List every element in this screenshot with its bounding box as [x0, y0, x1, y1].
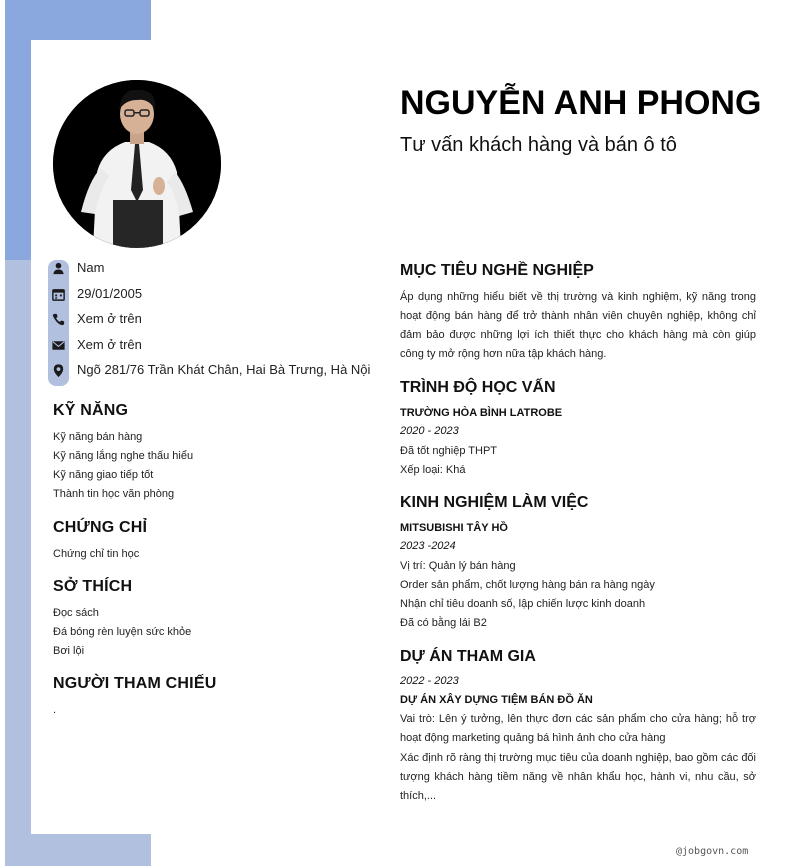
skill-item: Kỹ năng giao tiếp tốt [53, 469, 154, 481]
hobbies-heading: SỞ THÍCH [53, 578, 133, 595]
hobby-item: Đá bóng rèn luyện sức khỏe [53, 626, 192, 638]
projects-heading: DỰ ÁN THAM GIA [400, 648, 536, 665]
candidate-name: NGUYỄN ANH PHONG [400, 84, 762, 122]
contact-gender [48, 258, 378, 282]
calendar-icon [51, 287, 66, 302]
person-icon [51, 261, 66, 276]
education-heading: TRÌNH ĐỘ HỌC VẤN [400, 379, 556, 396]
references-heading: NGƯỜI THAM CHIẾU [53, 675, 217, 692]
location-pin-icon [51, 363, 66, 378]
contact-phone [48, 309, 378, 333]
skill-item: Kỹ năng lắng nghe thấu hiểu [53, 450, 194, 462]
references-content: . [53, 704, 57, 716]
project-role: Vai trò: Lên ý tưởng, lên thực đơn các sản phẩm cho cửa hàng; hỗ trợ hoạt động marketing quảng bá hình ảnh cho cửa hàng [400, 713, 756, 744]
objective-text: Áp dụng những hiểu biết về thị trường và kinh nghiệm, kỹ năng trong hoạt động bán hàng để trở thành nhân viên chuyên nghiệp, không chỉ đảm bảo được những lợi ích thiết thực cho khách hàng mà còn giúp công ty mở rộng hơn nữa tập khách hàng. [400, 291, 756, 360]
phone-value[interactable]: Xem ở trên [77, 311, 142, 326]
footer-brand: @jobgovn.com [676, 846, 749, 857]
birthday-value: 29/01/2005 [77, 286, 143, 301]
education-item: Đã tốt nghiệp THPT [400, 445, 498, 457]
candidate-role: Tư vấn khách hàng và bán ô tô [400, 134, 677, 156]
contact-birthday [48, 284, 378, 308]
address-value: Ngõ 281/76 Trần Khát Chân, Hai Bà Trưng, Hà Nội [77, 362, 371, 377]
certificate-item: Chứng chỉ tin học [53, 548, 140, 560]
school-name: TRƯỜNG HÒA BÌNH LATROBE [400, 407, 563, 419]
skill-item: Kỹ năng bán hàng [53, 431, 143, 443]
profile-photo [53, 80, 221, 248]
email-icon [51, 338, 66, 353]
project-period: 2022 - 2023 [400, 675, 459, 687]
person-photo-icon [53, 80, 221, 248]
experience-period: 2023 -2024 [400, 540, 456, 552]
experience-heading: KINH NGHIỆM LÀM VIỆC [400, 494, 589, 511]
experience-item: Đã có bằng lái B2 [400, 617, 487, 629]
gender-value: Nam [77, 260, 105, 275]
objective-heading: MỤC TIÊU NGHỀ NGHIỆP [400, 262, 594, 279]
skills-heading: KỸ NĂNG [53, 402, 129, 419]
project-name: DỰ ÁN XÂY DỰNG TIỆM BÁN ĐỒ ĂN [400, 694, 593, 706]
experience-item: Nhận chỉ tiêu doanh số, lập chiến lược kinh doanh [400, 598, 646, 610]
certificates-heading: CHỨNG CHỈ [53, 519, 148, 536]
email-value[interactable]: Xem ở trên [77, 337, 142, 352]
education-period: 2020 - 2023 [400, 425, 459, 437]
project-detail: Xác định rõ ràng thị trường mục tiêu của doanh nghiệp, bao gồm các đối tượng khách hàng tiềm năng về nhân khẩu học, hành vi, nhu cầu, sở thích,... [400, 752, 756, 802]
hobby-item: Bơi lội [53, 645, 85, 657]
phone-icon [51, 312, 66, 327]
experience-item: Vị trí: Quản lý bán hàng [400, 560, 516, 572]
company-name: MITSUBISHI TÂY HỒ [400, 522, 508, 534]
experience-item: Order sản phẩm, chốt lượng hàng bán ra hàng ngày [400, 579, 655, 591]
contact-email [48, 335, 378, 359]
hobby-item: Đọc sách [53, 607, 99, 619]
skill-item: Thành tin học văn phòng [53, 488, 175, 500]
contact-address [48, 360, 378, 384]
education-item: Xếp loại: Khá [400, 464, 466, 476]
